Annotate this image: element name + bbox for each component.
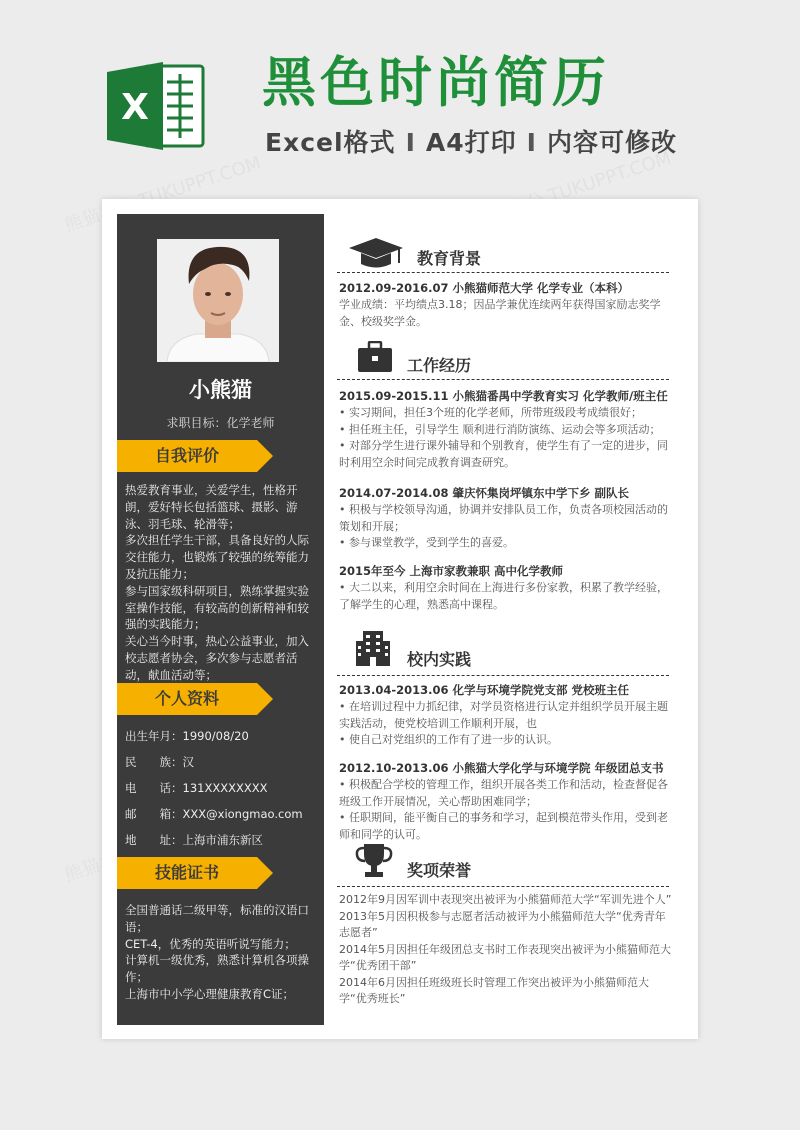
info-row-address (125, 832, 320, 848)
list-item: 2014年6月因担任班级班长时管理工作突出被评为小熊猫师范大学“优秀班长” (339, 975, 649, 1005)
campus-entry-title: 2012.10-2013.06 小熊猫大学化学与环境学院 年级团总支书 (339, 761, 664, 775)
trophy-icon (355, 842, 393, 880)
list-item: • 大二以来，利用空余时间在上海进行多份家教，积累了教学经验，了解学生的心理，熟悉高中课程。 (339, 581, 668, 611)
certs-heading: 技能证书 (154, 863, 219, 882)
self-eval-line: 多次担任学生干部，具备良好的人际交往能力，也锻炼了较强的统筹能力及抗压能力； (125, 533, 309, 581)
self-eval-line: 关心当今时事，热心公益事业，加入校志愿者协会，多次参与志愿者活动，献血活动等； (125, 634, 309, 682)
list-item: • 任职期间，能平衡自己的事务和学习，起到模范带头作用，受到老师和同学的认可。 (339, 811, 668, 841)
work-entry-title: 2015.09-2015.11 小熊猫番禺中学教育实习 化学教师/班主任 (339, 389, 668, 403)
divider (337, 272, 669, 273)
sidebar (117, 214, 324, 1025)
campus-entry-body (339, 777, 672, 843)
divider (337, 379, 669, 380)
cert-line: 计算机一级优秀，熟悉计算机各项操作； (125, 953, 309, 985)
campus-heading: 校内实践 (407, 650, 472, 669)
divider (337, 675, 669, 676)
divider (337, 886, 669, 887)
list-item: 2014年5月因担任年级团总支书时工作表现突出被评为小熊猫师范大学“优秀团干部” (339, 942, 671, 972)
awards-heading: 奖项荣誉 (407, 861, 472, 880)
info-value: XXX@xiongmao.com (182, 807, 303, 821)
list-item: • 担任班主任，引导学生 顺利进行消防演练、运动会等多项活动； (339, 422, 661, 436)
work-entry-body (339, 580, 672, 613)
info-label: 邮 箱： (125, 807, 183, 821)
info-value: 131XXXXXXXX (182, 781, 268, 795)
banner-title: 黑色时尚简历 (262, 51, 610, 114)
info-row-ethnicity (125, 754, 320, 770)
info-row-email (125, 806, 320, 822)
subtitle-separator: I (405, 128, 416, 157)
info-row-phone (125, 780, 320, 796)
excel-logo-letter: X (121, 87, 149, 128)
self-eval-ribbon (117, 440, 275, 472)
self-eval-text (125, 482, 315, 684)
cert-line: CET-4，优秀的英语听说写能力； (125, 936, 296, 951)
list-item: 2013年5月因积极参与志愿者活动被评为小熊猫师范大学“优秀青年志愿者” (339, 909, 666, 939)
job-objective: 求职目标：化学老师 (166, 416, 275, 430)
self-eval-line: 热爱教育事业，关爱学生，性格开朗，爱好特长包括篮球、摄影、游泳、羽毛球、轮滑等； (125, 483, 298, 531)
info-label: 出生年月： (125, 729, 183, 743)
info-label: 民 族： (125, 755, 183, 769)
info-value: 上海市浦东新区 (182, 833, 263, 847)
personal-ribbon (117, 683, 275, 715)
subtitle-print: A4打印 (425, 128, 517, 157)
campus-entry-title: 2013.04-2013.06 化学与环境学院党支部 党校班主任 (339, 683, 630, 697)
education-entry-body: 学业成绩：平均绩点3.18；因品学兼优连续两年获得国家励志奖学金、校级奖学金。 (339, 298, 661, 328)
cert-line: 上海市中小学心理健康教育C证； (125, 986, 295, 1001)
profile-name: 小熊猫 (189, 378, 252, 402)
list-item: 2012年9月因军训中表现突出被评为小熊猫师范大学“军训先进个人” (339, 893, 672, 906)
info-value: 汉 (182, 755, 194, 769)
profile-photo (157, 239, 279, 362)
excel-logo-icon (105, 60, 205, 152)
graduation-cap-icon (347, 236, 405, 270)
info-value: 1990/08/20 (182, 729, 249, 743)
education-entry-title: 2012.09-2016.07 小熊猫师范大学 化学专业（本科） (339, 281, 630, 295)
resume-paper (102, 199, 698, 1039)
subtitle-separator: I (526, 128, 537, 157)
work-entry-title: 2014.07-2014.08 肇庆怀集岗坪镇东中学下乡 副队长 (339, 486, 630, 500)
main-column (337, 214, 682, 1025)
awards-list (339, 892, 672, 1008)
list-item: • 实习期间，担任3个班的化学老师，所带班级段考成绩很好； (339, 406, 642, 419)
building-icon (355, 627, 391, 667)
subtitle-format: Excel格式 (265, 128, 396, 157)
work-entry-body (339, 502, 672, 552)
info-label: 电 话： (125, 781, 183, 795)
briefcase-icon (357, 341, 393, 373)
certs-text (125, 902, 315, 1003)
list-item: • 积极配合学校的管理工作，组织开展各类工作和活动，检查督促各班级工作开展情况，关心帮助困难同学； (339, 778, 668, 808)
campus-entry-body (339, 699, 672, 749)
education-heading: 教育背景 (417, 249, 482, 268)
list-item: • 对部分学生进行课外辅导和个别教育，使学生有了一定的进步，同时利用空余时间完成教育调查研究。 (339, 439, 668, 469)
list-item: • 参与课堂教学，受到学生的喜爱。 (339, 536, 514, 549)
work-entry-title: 2015年至今 上海市家教兼职 高中化学教师 (339, 564, 564, 578)
info-label: 地 址： (125, 833, 183, 847)
banner (0, 0, 800, 195)
info-row-birth (125, 728, 320, 744)
profile-photo-image (157, 239, 279, 362)
list-item: • 在培训过程中力抓纪律，对学员资格进行认定并组织学员开展主题实践活动，使党校培训工作顺利开展，也 (339, 700, 668, 730)
certs-ribbon (117, 857, 275, 889)
list-item: • 积极与学校领导沟通，协调并安排队员工作，负责各项校园活动的策划和开展； (339, 503, 668, 533)
cert-line: 全国普通话二级甲等，标准的汉语口语； (125, 903, 309, 934)
subtitle-editable: 内容可修改 (546, 128, 677, 157)
personal-heading: 个人资料 (154, 689, 219, 708)
banner-subtitle (265, 125, 677, 161)
list-item: • 使自己对党组织的工作有了进一步的认识。 (339, 733, 558, 746)
self-eval-line: 参与国家级科研项目，熟练掌握实验室操作技能，有较高的创新精神和较强的实践能力； (125, 583, 309, 632)
work-heading: 工作经历 (407, 356, 472, 375)
self-eval-heading: 自我评价 (154, 446, 219, 465)
work-entry-body (339, 405, 672, 471)
